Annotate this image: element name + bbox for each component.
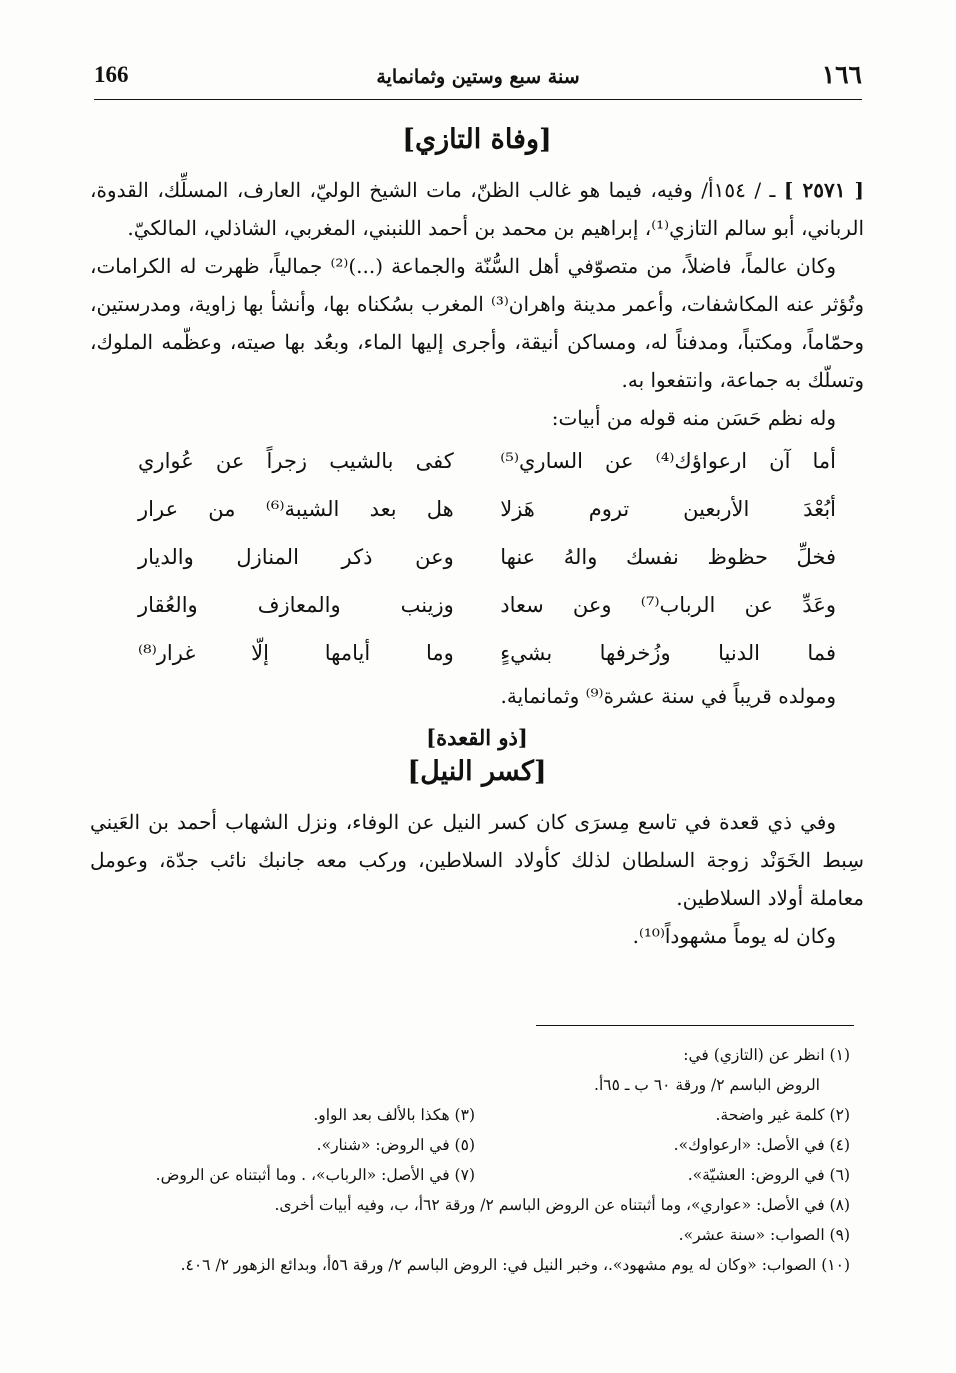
section-title-nile: [كسر النيل] <box>407 756 547 787</box>
page-number-latin: 166 <box>94 62 129 87</box>
entry-number: [ ٢٥٧١ ] <box>783 178 865 202</box>
paragraph-birth: ومولده قريباً في سنة عشرة⁽⁹⁾ وثمانماية. <box>500 684 836 708</box>
entry-paragraph <box>90 171 864 247</box>
month-heading: [ذو القعدة] <box>426 725 528 750</box>
verse-first-hemistich: أما آن ارعواؤك⁽⁴⁾ عن الساري⁽⁵⁾ <box>500 449 836 473</box>
verse-first-hemistich: فخلِّ حظوظ نفسك والهُ عنها <box>500 545 836 569</box>
footnote-rule <box>536 1025 854 1026</box>
poem <box>90 437 864 677</box>
verse-line <box>90 485 864 533</box>
footnote-9: (٩) الصواب: «سنة عشر». <box>678 1226 850 1244</box>
paragraph-biography: وكان عالماً، فاضلاً، من متصوّفي أهل السُّنّة والجماعة (...)⁽²⁾ جمالياً، ظهرت له الكرامات، وتُؤثر عنه المكاشفات، وأعمر مدينة واهران⁽³⁾ المغرب بسُكناه بها، وأنشأ بها زاوية، ومدرستين، وحمّاماً، ومكتباً، ومدفناً له، ومساكن أنيقة، وأجرى إليها الماء، وبعُد بها صيته، وعظّمه الملوك، وتسلّك به جماعة، وانتفعوا به. <box>90 254 864 392</box>
running-title: سنة سبع وستين وثمانماية <box>376 66 580 88</box>
paragraph-poetry-intro: وله نظم حَسَن منه قوله من أبيات: <box>551 406 836 430</box>
entry-text: ـ / ١٥٤أ/ وفيه، فيما هو غالب الظنّ، مات الشيخ الوليّ، العارف، المسلِّك، القدوة، الرباني، أبو سالم التازي⁽¹⁾، إبراهيم بن محمد بن أحمد اللنبني، المغربي، الشاذلي، المالكيّ. <box>90 178 864 240</box>
footnote-6: (٦) في الروض: العشيّة». <box>687 1166 850 1184</box>
section-title-tazi: [وفاة التازي] <box>402 124 552 155</box>
verse-second-hemistich: وعن ذكر المنازل والديار <box>138 545 454 569</box>
footnote-1-source: الروض الباسم ٢/ ورقة ٦٠ ب ـ ٦٥أ. <box>594 1076 820 1094</box>
paragraph-nile: وفي ذي قعدة في تاسع مِسرَى كان كسر النيل عن الوفاء، ونزل الشهاب أحمد بن العَيني سِبط الخَوَنْد زوجة السلطان لذلك كأولاد السلاطين، وركب معه جانبك نائب جدّة، وعومل معاملة أولاد السلاطين. <box>90 810 864 910</box>
page-number-arabic: ١٦٦ <box>821 60 862 89</box>
verse-first-hemistich: وعَدِّ عن الرباب⁽⁷⁾ وعن سعاد <box>500 593 836 617</box>
verse-second-hemistich: وما أيامها إلّا غرار⁽⁸⁾ <box>138 641 454 665</box>
verse-first-hemistich: فما الدنيا وزُخرفها بشيءٍ <box>500 641 836 665</box>
paragraph-nile-day: وكان له يوماً مشهوداً⁽¹⁰⁾. <box>632 924 836 948</box>
page-header <box>94 60 862 98</box>
verse-second-hemistich: هل بعد الشيبة⁽⁶⁾ من عرار <box>138 497 454 521</box>
footnote-5: (٥) في الروض: «شنار». <box>316 1136 475 1154</box>
verse-line <box>90 581 864 629</box>
footnote-8: (٨) في الأصل: «عواري»، وما أثبتناه عن الروض الباسم ٢/ ورقة ٦٢أ، ب، وفيه أبيات أخرى. <box>274 1196 850 1214</box>
header-rule <box>94 99 862 100</box>
verse-first-hemistich: أبُعْدَ الأربعين تروم هَزلا <box>500 497 836 521</box>
footnote-4: (٤) في الأصل: «ارعواوك». <box>673 1136 850 1154</box>
verse-line <box>90 533 864 581</box>
footnote-2: (٢) كلمة غير واضحة. <box>715 1106 850 1124</box>
verse-line <box>90 437 864 485</box>
verse-line <box>90 629 864 677</box>
main-text <box>90 118 864 955</box>
footnotes <box>100 1040 850 1280</box>
verse-second-hemistich: كفى بالشيب زجراً عن عُواري <box>138 449 454 473</box>
footnote-1: (١) انظر عن (التازي) في: <box>683 1046 850 1064</box>
footnote-3: (٣) هكذا بالألف بعد الواو. <box>313 1106 475 1124</box>
footnote-10: (١٠) الصواب: «وكان له يوم مشهود».، وخبر النيل في: الروض الباسم ٢/ ورقة ٥٦أ، وبدائع الزهور ٢/ ٤٠٦. <box>180 1256 850 1274</box>
footnote-7: (٧) في الأصل: «الرباب»، . وما أثبتناه عن الروض. <box>155 1166 475 1184</box>
verse-second-hemistich: وزينب والمعازف والعُقار <box>138 593 454 617</box>
